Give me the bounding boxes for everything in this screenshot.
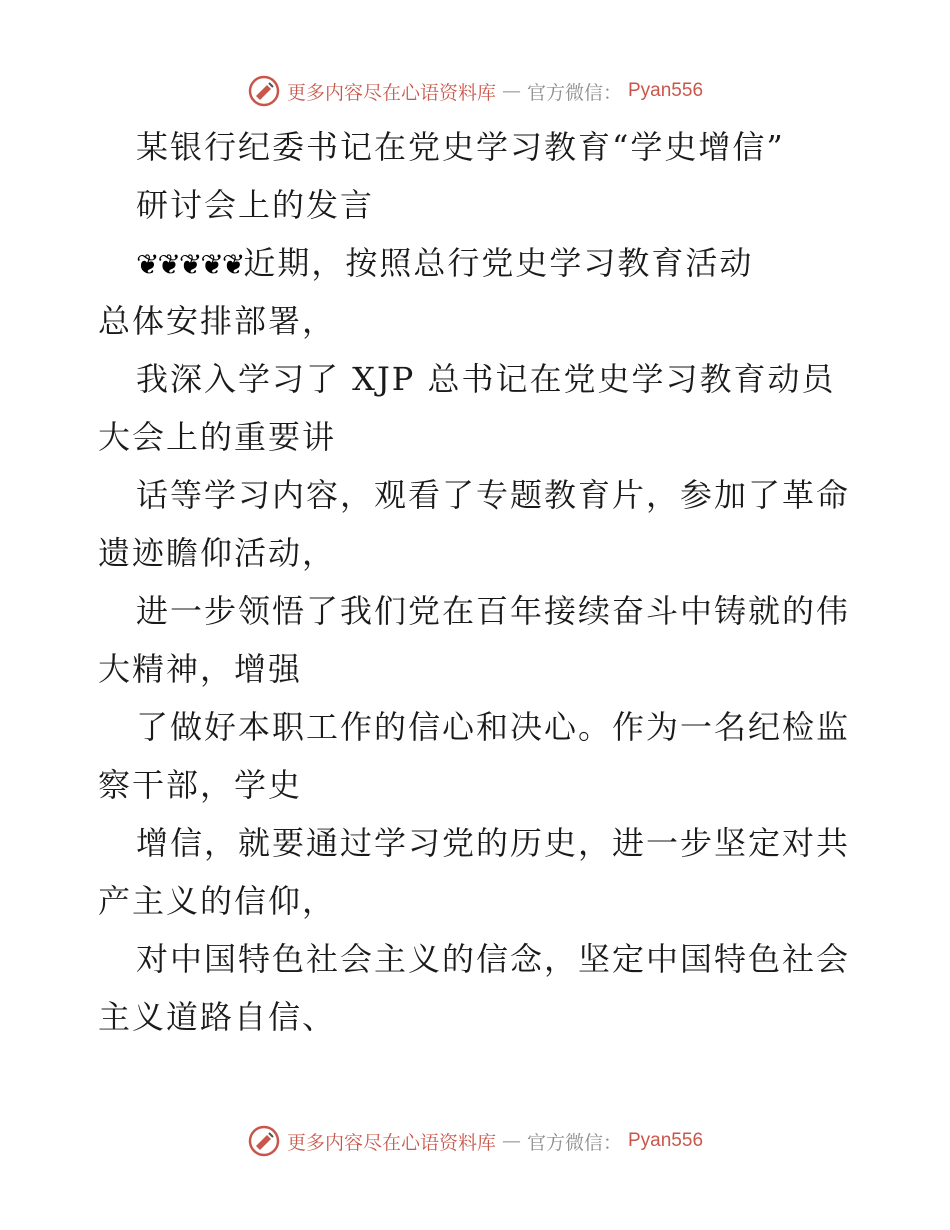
- text-line-content: 产主义的信仰，: [98, 882, 337, 920]
- wechat-label: 官方微信：: [526, 81, 622, 104]
- text-line: [98, 234, 854, 292]
- text-line: [98, 350, 854, 408]
- text-line: [98, 640, 854, 698]
- text-line: [98, 872, 854, 930]
- ornament-icon: ❦❦❦❦❦: [136, 248, 244, 281]
- text-line: [98, 698, 854, 756]
- text-line-content: 进一步领悟了我们党在百年接续奋斗中铸就的伟: [136, 592, 851, 630]
- text-line: [98, 930, 854, 988]
- logo-icon: [247, 74, 281, 108]
- document-body: [98, 118, 854, 1046]
- text-line: [98, 466, 854, 524]
- text-line: [98, 292, 854, 350]
- text-line: [98, 582, 854, 640]
- text-line-content: 对中国特色社会主义的信念，坚定中国特色社会: [136, 940, 851, 978]
- logo-icon: [247, 1124, 281, 1158]
- banner-separator: —: [501, 1130, 521, 1152]
- text-line-content: 我深入学习了 XJP 总书记在党史学习教育动员: [136, 360, 836, 398]
- banner-text: 更多内容尽在心语资料库: [286, 81, 496, 104]
- text-line-content: 近期，按照总行党史学习教育活动: [243, 244, 754, 282]
- text-line-content: 主义道路自信、: [98, 998, 337, 1036]
- text-line: [98, 408, 854, 466]
- text-line: [98, 756, 854, 814]
- text-line-content: 总体安排部署，: [98, 302, 337, 340]
- header-banner: [0, 74, 950, 108]
- footer-banner: [0, 1124, 950, 1158]
- banner-separator: —: [501, 80, 521, 102]
- text-line-content: 了做好本职工作的信心和决心。作为一名纪检监: [136, 708, 851, 746]
- text-line-content: 某银行纪委书记在党史学习教育“学史增信”: [136, 128, 785, 166]
- wechat-label: 官方微信：: [526, 1131, 622, 1154]
- text-line-content: 察干部，学史: [98, 766, 303, 804]
- text-line-content: 遗迹瞻仰活动，: [98, 534, 337, 572]
- text-line-content: 大会上的重要讲: [98, 418, 337, 456]
- text-line: [98, 988, 854, 1046]
- banner-text: 更多内容尽在心语资料库: [286, 1131, 496, 1154]
- text-line-content: 话等学习内容，观看了专题教育片，参加了革命: [136, 476, 851, 514]
- text-line: [98, 524, 854, 582]
- text-line: [98, 176, 854, 234]
- wechat-id: Pyan556: [628, 1130, 704, 1151]
- text-line-content: 增信，就要通过学习党的历史，进一步坚定对共: [136, 824, 851, 862]
- text-line-content: 研讨会上的发言: [136, 186, 375, 224]
- text-line-content: 大精神，增强: [98, 650, 303, 688]
- text-line: [98, 814, 854, 872]
- wechat-id: Pyan556: [628, 80, 704, 101]
- text-line: [98, 118, 854, 176]
